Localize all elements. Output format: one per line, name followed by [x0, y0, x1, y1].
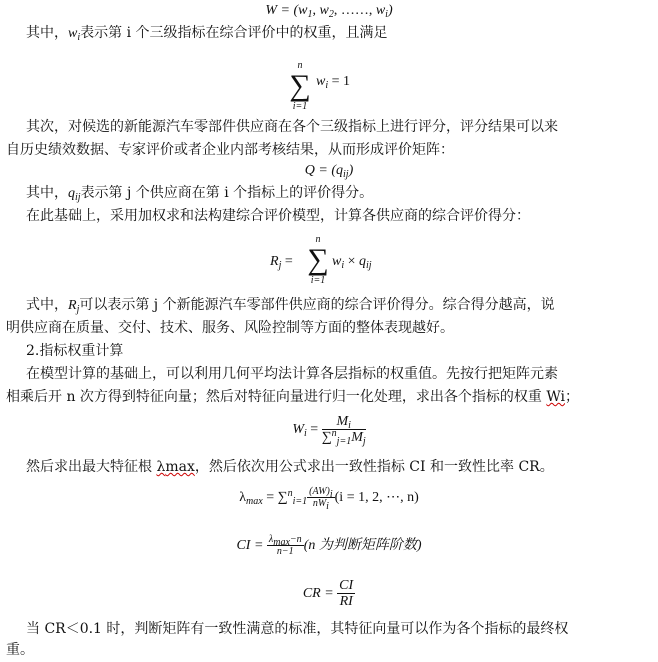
formula-consistency-index: CI = $\frac{\lambda_{max}-n}{n-1}$ (n 为判断矩阵阶数) — [236, 534, 422, 558]
paragraph-score-definition: 其中，$q_{ij}$表示第 j 个供应商在第 i 个指标上的评价得分。 — [26, 185, 374, 203]
formula-normalized-weight: $W_i$ = $\frac{M_i}{\sum^n_{j=1}M_j}$ — [292, 414, 366, 448]
section-heading-weight-calculation: 2.指标权重计算 — [26, 343, 124, 359]
paragraph-geometric-mean-line2: 相乘后开 n 次方得到特征向量；然后对特征向量进行归一化处理，求出各个指标的权重 Wi； — [6, 389, 579, 405]
paragraph-weighted-sum-intro: 在此基础上，采用加权求和法构建综合评价模型，计算各供应商的综合评价得分： — [26, 208, 530, 224]
paragraph-score-meaning-line1: 式中，$R_j$可以表示第 j 个新能源汽车零部件供应商的综合评价得分。综合得分越高，说 — [26, 297, 555, 315]
formula-lambda-max: $\lambda_{max} = \sum^n_{i=1}$ $\frac{(AW)_i}{nW_i}$ (i = 1, 2, ⋯, n) — [239, 486, 419, 513]
wi-term: Wi — [546, 389, 565, 405]
paragraph-consistency-criterion-line2: 重。 — [6, 642, 34, 658]
paragraph-scoring-line1: 其次，对候选的新能源汽车零部件供应商在各个三级指标上进行评分，评分结果可以来 — [26, 119, 558, 135]
formula-weight-vector: $W = (w_1$, $w_2$, ……, $w_i$) — [265, 3, 393, 20]
formula-weight-sum: n ∑ i=1 $w_i = 1$ — [289, 60, 351, 112]
formula-evaluation-matrix: $Q = (q_{ij})$ — [304, 163, 354, 180]
formula-composite-score: $R_j$ = n ∑ i=1 $w_i \times q_{ij}$ — [270, 234, 372, 286]
paragraph-weight-definition: 其中，$w_i$表示第 i 个三级指标在综合评价中的权重，且满足 — [26, 25, 388, 43]
paragraph-geometric-mean-line1: 在模型计算的基础上，可以利用几何平均法计算各层指标的权重值。先按行把矩阵元素 — [26, 366, 558, 382]
paragraph-consistency-criterion-line1: 当 CR＜0.1 时，判断矩阵有一致性满意的标准，其特征向量可以作为各个指标的最终权 — [26, 621, 569, 637]
paragraph-max-eigenvalue: 然后求出最大特征根 λmax，然后依次用公式求出一致性指标 CI 和一致性比率 CR。 — [26, 459, 554, 475]
formula-consistency-ratio: CR = $\frac{CI}{RI}$ — [302, 578, 354, 610]
paragraph-scoring-line2: 自历史绩效数据、专家评价或者企业内部考核结果，从而形成评价矩阵： — [6, 142, 454, 158]
paragraph-score-meaning-line2: 明供应商在质量、交付、技术、服务、风险控制等方面的整体表现越好。 — [6, 320, 454, 336]
